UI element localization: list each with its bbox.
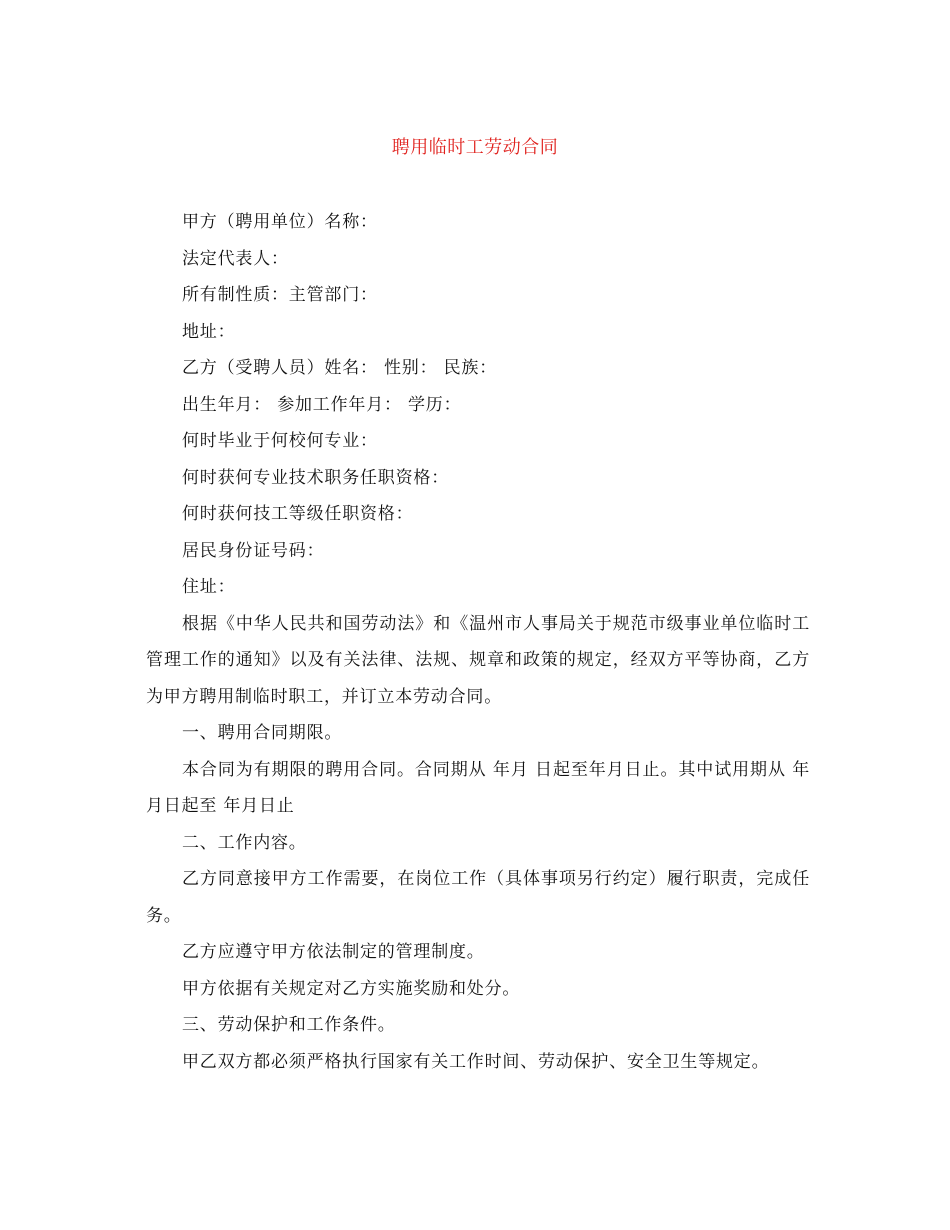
paragraph-ownership: 所有制性质：主管部门： (182, 285, 378, 305)
paragraph-rewards-penalties: 甲方依据有关规定对乙方实施奖励和处分。 (182, 978, 521, 999)
section-heading-work-content: 二、工作内容。 (182, 832, 307, 853)
paragraph-basis: 根据《中华人民共和国劳动法》和《温州市人事局关于规范市级事业单位临时工管理工作的通知》以及有关法律、法规、规章和政策的规定，经双方平等协商，乙方为甲方聘用制临时职工，并订立本劳动合同。 (146, 613, 810, 707)
paragraph-comply-rules: 乙方应遵守甲方依法制定的管理制度。 (182, 942, 485, 962)
paragraph-legal-representative: 法定代表人： (182, 248, 289, 269)
section-heading-contract-term: 一、聘用合同期限。 (182, 723, 343, 743)
paragraph-residence: 住址： (182, 577, 236, 597)
document-body (146, 204, 810, 1080)
paragraph-skill-grade: 何时获何技工等级任职资格： (182, 504, 414, 524)
paragraph-labor-protection: 甲乙双方都必须严格执行国家有关工作时间、劳动保护、安全卫生等规定。 (182, 1051, 770, 1072)
paragraph-contract-term: 本合同为有期限的聘用合同。合同期从 年月 日起至年月日止。其中试用期从 年 月日起至 年月日止 (146, 759, 810, 816)
section-heading-labor-protection: 三、劳动保护和工作条件。 (182, 1015, 396, 1035)
paragraph-work-content: 乙方同意接甲方工作需要，在岗位工作（具体事项另行约定）履行职责，完成任务。 (146, 869, 810, 926)
paragraph-technical-title: 何时获何专业技术职务任职资格： (182, 467, 449, 488)
paragraph-graduation: 何时毕业于何校何专业： (182, 431, 378, 451)
document-title: 聘用临时工劳动合同 (391, 137, 559, 158)
paragraph-party-b-name: 乙方（受聘人员）姓名： 性别： 民族： (182, 358, 498, 378)
paragraph-address: 地址： (182, 321, 236, 342)
paragraph-id-number: 居民身份证号码： (182, 540, 325, 561)
paragraph-birth-work-education: 出生年月： 参加工作年月： 学历： (182, 394, 462, 415)
paragraph-party-a-name: 甲方（聘用单位）名称： (182, 212, 378, 232)
